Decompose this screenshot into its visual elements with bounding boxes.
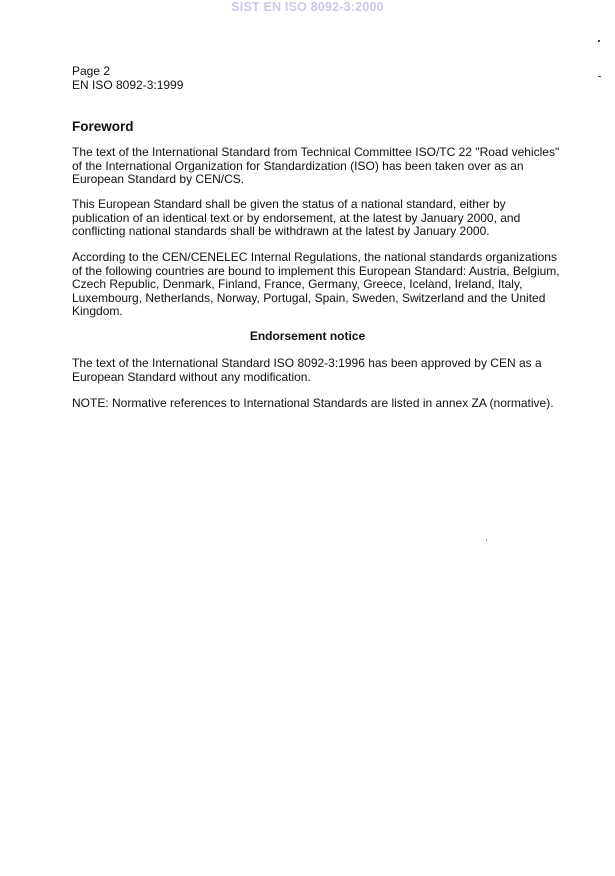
section-title-endorsement: Endorsement notice (249, 329, 366, 343)
endorsement-note: NOTE: Normative references to International Standards are listed in annex ZA (normative). (72, 396, 554, 410)
section-title-foreword: Foreword (72, 119, 134, 134)
scan-speck (598, 76, 601, 77)
foreword-paragraph-2: This European Standard shall be given the status of a national standard, either by publication of an identical text or by endorsement, at the latest by January 2000, and conflicting national standards shall be withdrawn at the latest by January 2000. (72, 197, 521, 239)
foreword-paragraph-3: According to the CEN/CENELEC Internal Regulations, the national standards organizations of the following countries are bound to implement this European Standard: Austria, Belgium, Czech Republic, Denmark, Finland, France, Germany, Greece, Iceland, Ireland, Italy, Luxembourg, Netherlands, Norway, Portugal, Spain, Sweden, Switzerland and the United Kingdom. (72, 250, 560, 319)
page-number: Page 2 (72, 64, 111, 78)
page-header (72, 64, 183, 92)
document-id: EN ISO 8092-3:1999 (72, 78, 184, 92)
scan-speck (486, 540, 487, 541)
foreword-paragraph-1: The text of the International Standard from Technical Committee ISO/TC 22 "Road vehicles" of the International Organization for Standardization (ISO) has been taken over as an European Standard by CEN/CS. (72, 145, 560, 187)
scan-speck (598, 40, 600, 42)
watermark: SIST EN ISO 8092-3:2000 (231, 0, 384, 14)
endorsement-text: The text of the International Standard ISO 8092-3:1996 has been approved by CEN as a European Standard without any modification. (72, 356, 542, 384)
